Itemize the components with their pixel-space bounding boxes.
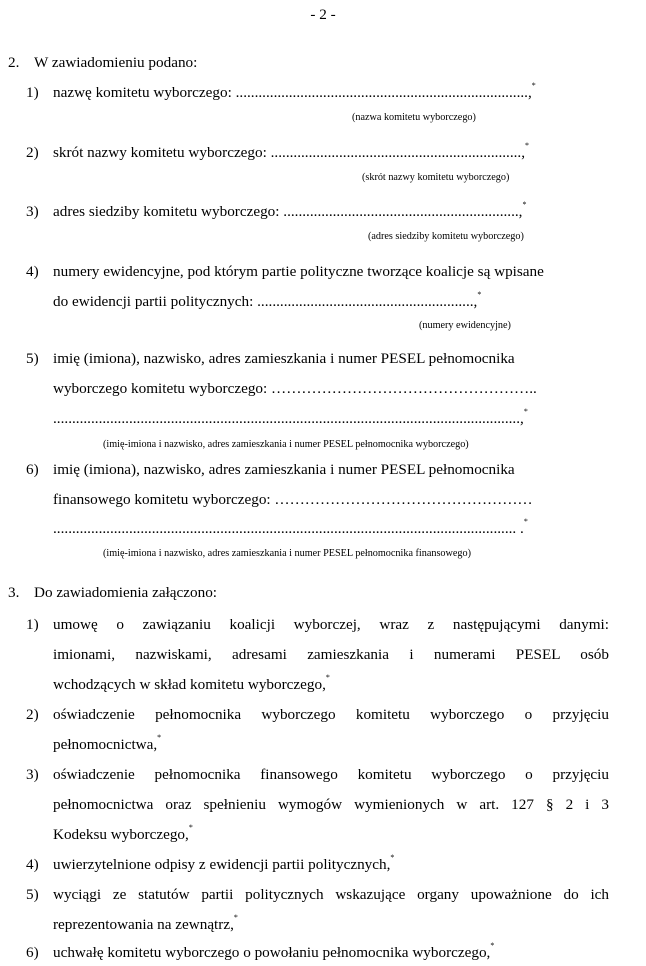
footnote-mark: * xyxy=(525,141,530,150)
list-item-number: 3) xyxy=(26,766,39,783)
footnote-mark: * xyxy=(522,200,527,209)
list-item xyxy=(26,81,536,102)
item-text-continuation: ...........................................................................................................................,* xyxy=(53,407,528,427)
section-number: 3. xyxy=(8,584,20,601)
list-item-number: 2) xyxy=(26,706,39,723)
item-text: imię (imiona), nazwisko, adres zamieszkania i numer PESEL pełnomocnika xyxy=(53,461,515,478)
item-number: 6) xyxy=(26,944,39,961)
item-text: adres siedziby komitetu wyborczego: .............................................................., xyxy=(53,203,523,220)
field-caption: (imię-imiona i nazwisko, adres zamieszkania i numer PESEL pełnomocnika wyborczego) xyxy=(103,439,469,450)
section-2-heading xyxy=(8,54,197,72)
footnote-mark: * xyxy=(390,853,395,862)
item-number: 2) xyxy=(26,144,39,161)
field-caption: (imię-imiona i nazwisko, adres zamieszkania i numer PESEL pełnomocnika finansowego) xyxy=(103,548,471,559)
item-text: umowę o zawiązaniu koalicji wyborczej, wraz z następującymi danymi: xyxy=(53,616,609,633)
field-caption: (adres siedziby komitetu wyborczego) xyxy=(368,231,524,242)
item-text: wchodzących w skład komitetu wyborczego,* xyxy=(53,673,330,693)
item-text-continuation: wyborczego komitetu wyborczego: …………………………………………….. xyxy=(53,380,537,397)
item-text: nazwę komitetu wyborczego: ............................................................................., xyxy=(53,84,532,101)
footnote-mark: * xyxy=(523,517,528,526)
footnote-mark: * xyxy=(157,733,162,742)
item-number: 5) xyxy=(26,350,39,367)
footnote-mark: * xyxy=(188,823,193,832)
list-item xyxy=(26,263,544,281)
item-number: 6) xyxy=(26,461,39,478)
footnote-mark: * xyxy=(523,407,528,416)
item-text: Kodeksu wyborczego,* xyxy=(53,823,193,843)
list-item xyxy=(26,461,515,479)
footnote-mark: * xyxy=(477,290,482,299)
footnote-mark: * xyxy=(233,913,238,922)
footnote-mark: * xyxy=(325,673,330,682)
item-number: 4) xyxy=(26,856,39,873)
list-item xyxy=(26,853,395,874)
page-number: - 2 - xyxy=(310,6,336,23)
list-item-number: 5) xyxy=(26,886,39,903)
item-text: reprezentowania na zewnątrz,* xyxy=(53,913,238,933)
item-number: 3) xyxy=(26,203,39,220)
item-text: oświadczenie pełnomocnika wyborczego komitetu wyborczego o przyjęciu xyxy=(53,706,609,723)
item-number: 4) xyxy=(26,263,39,280)
section-number: 2. xyxy=(8,54,20,71)
item-text-continuation: do ewidencji partii politycznych: .........................................................,* xyxy=(53,290,482,310)
item-text: imię (imiona), nazwisko, adres zamieszkania i numer PESEL pełnomocnika xyxy=(53,350,515,367)
list-item xyxy=(26,141,530,162)
field-caption: (skrót nazwy komitetu wyborczego) xyxy=(362,172,510,183)
item-text: imionami, nazwiskami, adresami zamieszkania i numerami PESEL osób xyxy=(53,646,609,663)
item-text-continuation: .......................................................................................................................... .* xyxy=(53,517,528,537)
item-text: pełnomocnictwa oraz spełnieniu wymogów wymienionych w art. 127 § 2 i 3 xyxy=(53,796,609,813)
item-text: numery ewidencyjne, pod którym partie polityczne tworzące koalicje są wpisane xyxy=(53,263,544,280)
list-item xyxy=(26,941,495,962)
item-text: uwierzytelnione odpisy z ewidencji partii politycznych, xyxy=(53,856,391,873)
footnote-mark: * xyxy=(531,81,536,90)
footnote-mark: * xyxy=(490,941,495,950)
item-text-continuation: finansowego komitetu wyborczego: …………………………………………… xyxy=(53,491,533,508)
field-caption: (numery ewidencyjne) xyxy=(419,320,511,331)
list-item xyxy=(26,350,515,368)
field-caption: (nazwa komitetu wyborczego) xyxy=(352,112,476,123)
item-text: skrót nazwy komitetu wyborczego: .................................................................., xyxy=(53,144,526,161)
section-3-heading xyxy=(8,584,217,602)
section-title: W zawiadomieniu podano: xyxy=(34,54,198,71)
item-text: uchwałę komitetu wyborczego o powołaniu pełnomocnika wyborczego, xyxy=(53,944,491,961)
list-item xyxy=(26,200,527,221)
item-number: 1) xyxy=(26,84,39,101)
section-title: Do zawiadomienia załączono: xyxy=(34,584,218,601)
item-text: oświadczenie pełnomocnika finansowego komitetu wyborczego o przyjęciu xyxy=(53,766,609,783)
item-text: pełnomocnictwa,* xyxy=(53,733,162,753)
list-item-number: 1) xyxy=(26,616,39,633)
item-text: wyciągi ze statutów partii politycznych wskazujące organy upoważnione do ich xyxy=(53,886,609,903)
